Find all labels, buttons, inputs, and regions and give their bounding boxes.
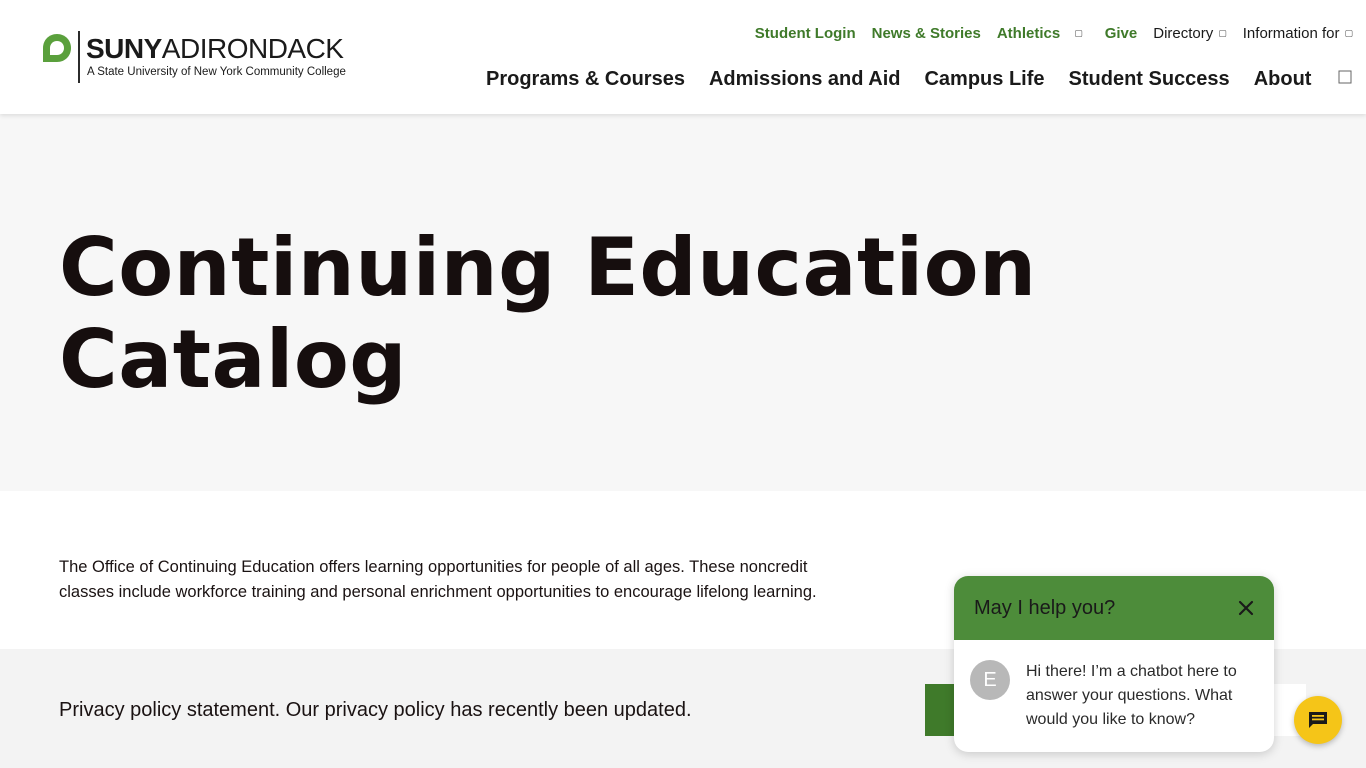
student-login-link[interactable]: Student Login (754, 24, 856, 42)
nav-student-success[interactable]: Student Success (1068, 67, 1230, 90)
nav-about[interactable]: About (1253, 67, 1312, 90)
chevron-down-icon[interactable]: ▢ (1074, 27, 1083, 38)
logo-divider (78, 31, 80, 83)
nav-admissions-aid[interactable]: Admissions and Aid (708, 67, 901, 90)
nav-programs-courses[interactable]: Programs & Courses (486, 67, 685, 90)
news-stories-link[interactable]: News & Stories (871, 24, 981, 42)
intro-paragraph: The Office of Continuing Education offers learning opportunities for people of all ages. These noncredit classes include workforce training and personal enrichment opportunities to encourage lifelong learning. (59, 558, 817, 601)
nav-campus-life[interactable]: Campus Life (924, 67, 1045, 90)
chat-header (954, 576, 1274, 640)
logo-wordmark: SUNYADIRONDACK (86, 33, 344, 64)
logo-tagline: A State University of New York Community College (87, 66, 346, 78)
site-header (0, 0, 1366, 114)
chat-message-row (954, 640, 1274, 732)
give-link[interactable]: Give (1104, 24, 1138, 42)
logo-mark-icon (42, 33, 72, 63)
athletics-link[interactable]: Athletics ▢ (996, 24, 1083, 42)
chat-title: May I help you? (974, 596, 1116, 619)
main-nav (486, 66, 1335, 92)
hero-banner (0, 114, 1366, 491)
privacy-statement: Privacy policy statement. Our privacy policy has recently been updated. (59, 699, 692, 721)
chat-bubble-icon (1307, 709, 1329, 731)
avatar: E (970, 660, 1010, 700)
page-title: Continuing Education Catalog (59, 221, 1037, 406)
chevron-down-icon: ▢ (1218, 27, 1227, 38)
chevron-down-icon: ▢ (1344, 27, 1353, 38)
college-logo[interactable] (42, 31, 352, 85)
chat-launcher-button[interactable] (1294, 696, 1342, 744)
search-icon[interactable] (1338, 70, 1352, 84)
utility-nav (739, 22, 1353, 44)
close-icon[interactable] (1238, 600, 1254, 616)
directory-menu[interactable]: Directory ▢ (1153, 24, 1227, 42)
chat-message: Hi there! I’m a chatbot here to answer your questions. What would you like to know? (1026, 663, 1237, 728)
chat-widget (954, 576, 1274, 752)
information-for-menu[interactable]: Information for ▢ (1242, 24, 1353, 42)
